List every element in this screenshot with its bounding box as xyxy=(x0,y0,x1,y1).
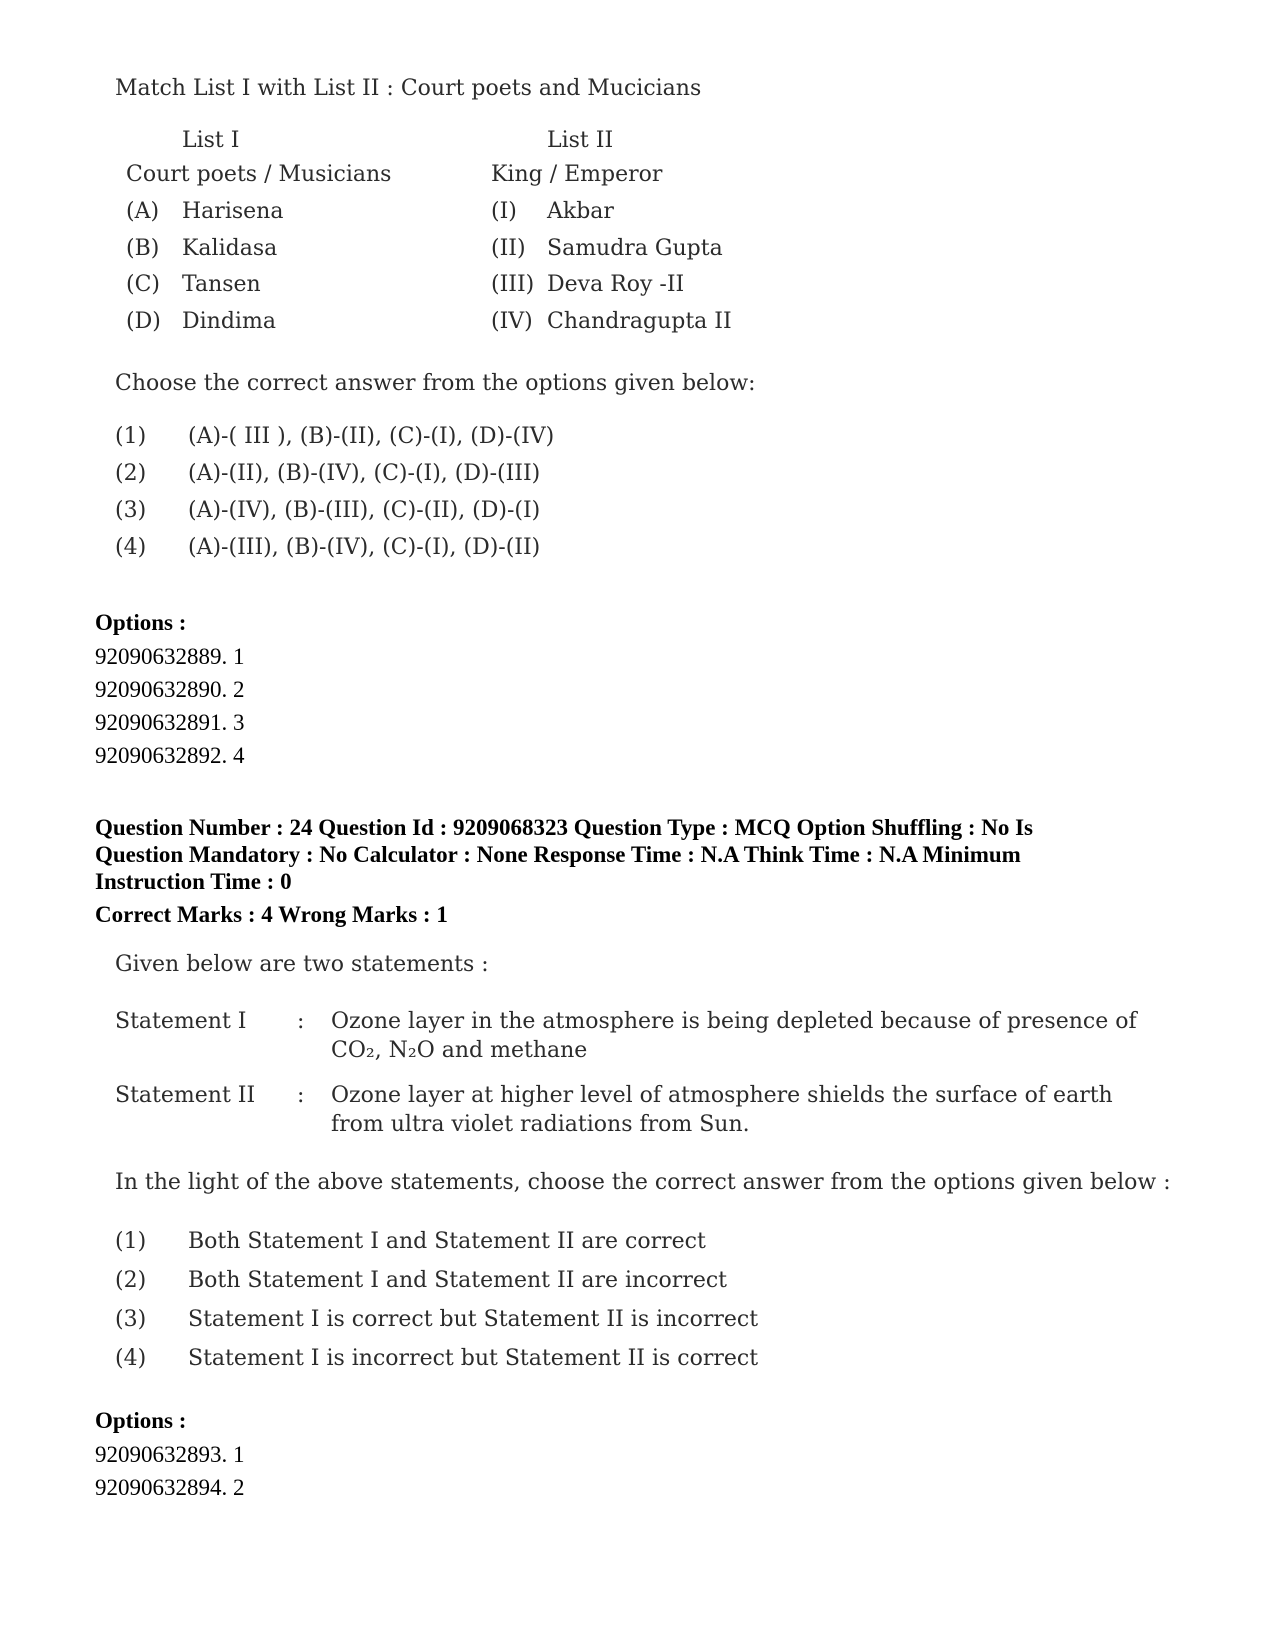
question-24-meta-line: Instruction Time : 0 xyxy=(95,869,292,894)
question-24-meta-line: Question Number : 24 Question Id : 9209068323 Question Type : MCQ Option Shuffling : No Is xyxy=(95,815,1034,840)
question-24-marks: Correct Marks : 4 Wrong Marks : 1 xyxy=(95,902,448,927)
option-item: 92090632889. 1 xyxy=(95,644,245,669)
option-item: 92090632893. 1 xyxy=(95,1442,245,1467)
list-2-item: Chandragupta II xyxy=(547,309,732,334)
list-1-label: (D) xyxy=(126,309,161,334)
statement-label: Statement II xyxy=(115,1083,256,1108)
choice-number: (1) xyxy=(115,1229,147,1254)
statement-label: Statement I xyxy=(115,1009,247,1034)
list-1-heading: List I xyxy=(182,128,240,153)
list-2-label: (III) xyxy=(491,272,535,297)
question-24-meta-line: Question Mandatory : No Calculator : None Response Time : N.A Think Time : N.A Minimum xyxy=(95,842,1021,867)
list-1-label: (C) xyxy=(126,272,160,297)
choice-text: (A)-(III), (B)-(IV), (C)-(I), (D)-(II) xyxy=(188,535,541,560)
list-2-heading: List II xyxy=(547,128,614,153)
choice-number: (3) xyxy=(115,1307,147,1332)
choice-number: (4) xyxy=(115,1346,147,1371)
options-heading: Options : xyxy=(95,610,187,635)
list-1-label: (A) xyxy=(126,199,160,224)
choice-number: (2) xyxy=(115,1268,147,1293)
option-item: 92090632891. 3 xyxy=(95,710,245,735)
choice-text: (A)-(IV), (B)-(III), (C)-(II), (D)-(I) xyxy=(188,498,541,523)
statement-text: from ultra violet radiations from Sun. xyxy=(331,1112,750,1137)
list-1-label: (B) xyxy=(126,236,160,261)
choice-text: Both Statement I and Statement II are incorrect xyxy=(188,1268,728,1293)
list-1-item: Tansen xyxy=(182,272,261,297)
list-2-subheading: King / Emperor xyxy=(491,162,663,187)
question-23-choose-prompt: Choose the correct answer from the options given below: xyxy=(115,371,756,396)
choice-text: (A)-(II), (B)-(IV), (C)-(I), (D)-(III) xyxy=(188,461,541,486)
question-23-intro: Match List I with List II : Court poets and Mucicians xyxy=(115,76,702,101)
list-2-item: Deva Roy -II xyxy=(547,272,685,297)
choice-number: (4) xyxy=(115,535,147,560)
choice-text: Statement I is correct but Statement II is incorrect xyxy=(188,1307,759,1332)
statement-text: CO₂, N₂O and methane xyxy=(331,1038,588,1063)
options-heading: Options : xyxy=(95,1408,187,1433)
statement-text: Ozone layer in the atmosphere is being depleted because of presence of xyxy=(331,1009,1137,1034)
list-2-item: Akbar xyxy=(547,199,614,224)
list-1-item: Harisena xyxy=(182,199,284,224)
choice-number: (3) xyxy=(115,498,147,523)
choice-number: (1) xyxy=(115,424,147,449)
list-1-item: Kalidasa xyxy=(182,236,278,261)
choice-number: (2) xyxy=(115,461,147,486)
statement-colon: : xyxy=(297,1009,305,1034)
list-1-item: Dindima xyxy=(182,309,276,334)
question-24-intro: Given below are two statements : xyxy=(115,952,489,977)
list-2-label: (II) xyxy=(491,236,526,261)
list-1-subheading: Court poets / Musicians xyxy=(126,162,392,187)
list-2-label: (IV) xyxy=(491,309,533,334)
statement-colon: : xyxy=(297,1083,305,1108)
choice-text: Statement I is incorrect but Statement II is correct xyxy=(188,1346,759,1371)
statement-text: Ozone layer at higher level of atmosphere shields the surface of earth xyxy=(331,1083,1113,1108)
question-24-choose-prompt: In the light of the above statements, choose the correct answer from the options given below : xyxy=(115,1170,1171,1195)
choice-text: (A)-( III ), (B)-(II), (C)-(I), (D)-(IV) xyxy=(188,424,555,449)
option-item: 92090632892. 4 xyxy=(95,743,245,768)
list-2-label: (I) xyxy=(491,199,517,224)
option-item: 92090632894. 2 xyxy=(95,1475,245,1500)
choice-text: Both Statement I and Statement II are correct xyxy=(188,1229,706,1254)
list-2-item: Samudra Gupta xyxy=(547,236,723,261)
option-item: 92090632890. 2 xyxy=(95,677,245,702)
